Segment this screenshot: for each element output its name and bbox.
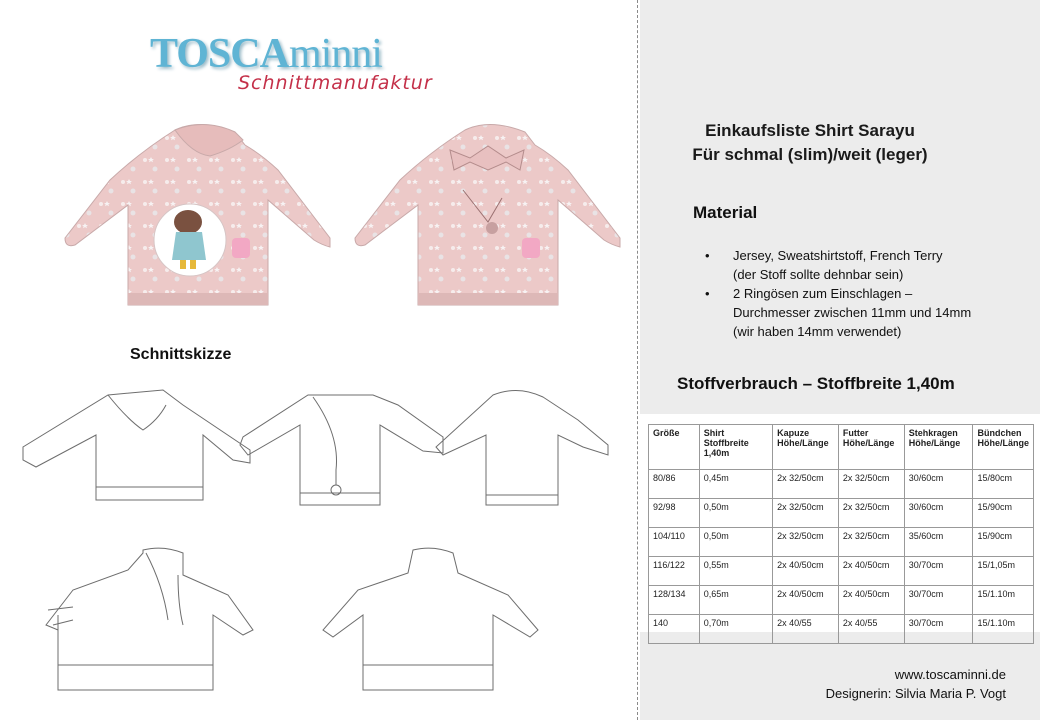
- table-row: [649, 528, 1034, 557]
- table-header-cell: Größe: [649, 425, 700, 470]
- table-cell: 2x 40/55: [838, 615, 904, 644]
- table-cell: 2x 32/50cm: [773, 470, 839, 499]
- table-cell: 2x 32/50cm: [838, 528, 904, 557]
- table-cell: 0,65m: [699, 586, 772, 615]
- table-cell: 30/70cm: [904, 557, 973, 586]
- page-title: Einkaufsliste Shirt Sarayu: [705, 121, 915, 140]
- sketch-front-collar: [46, 548, 253, 690]
- table-cell: 2x 40/50cm: [773, 557, 839, 586]
- table-cell: 2x 32/50cm: [838, 470, 904, 499]
- table-cell: 2x 40/50cm: [773, 586, 839, 615]
- table-cell: 0,50m: [699, 499, 772, 528]
- material-list: [705, 246, 1025, 341]
- table-row: [649, 557, 1034, 586]
- table-cell: 0,50m: [699, 528, 772, 557]
- table-row: [649, 586, 1034, 615]
- back-shirt-photo: [355, 124, 620, 305]
- table-cell: 2x 32/50cm: [773, 499, 839, 528]
- table-cell: 15/80cm: [973, 470, 1034, 499]
- table-header-cell: Kapuze Höhe/Länge: [773, 425, 839, 470]
- table-cell: 92/98: [649, 499, 700, 528]
- table-cell: 2x 40/55: [773, 615, 839, 644]
- logo-subtitle: Schnittmanufaktur: [238, 72, 433, 94]
- page-subtitle: Für schmal (slim)/weit (leger): [692, 145, 928, 164]
- table-header-cell: Shirt Stoffbreite 1,40m: [699, 425, 772, 470]
- sketch-label: Schnittskizze: [130, 346, 232, 363]
- table-cell: 116/122: [649, 557, 700, 586]
- table-header-cell: Stehkragen Höhe/Länge: [904, 425, 973, 470]
- shirt-illustrations: [30, 110, 630, 325]
- table-cell: 0,45m: [699, 470, 772, 499]
- table-header-row: [649, 425, 1034, 470]
- sketch-back-hood: [240, 395, 443, 505]
- table-cell: 2x 32/50cm: [838, 499, 904, 528]
- table-cell: 80/86: [649, 470, 700, 499]
- table-cell: 2x 40/50cm: [838, 557, 904, 586]
- logo-brand: TOSCAminni: [150, 31, 382, 77]
- table-cell: 0,55m: [699, 557, 772, 586]
- fabric-heading: Stoffverbrauch – Stoffbreite 1,40m: [677, 374, 955, 393]
- technical-sketches: [18, 375, 630, 695]
- table-cell: 104/110: [649, 528, 700, 557]
- front-shirt-photo: [65, 124, 330, 305]
- table-cell: 30/60cm: [904, 470, 973, 499]
- table-cell: 128/134: [649, 586, 700, 615]
- material-item: • 2 Ringösen zum Einschlagen – Durchmesser zwischen 11mm und 14mm (wir haben 14mm verwendet): [705, 284, 1025, 341]
- table-cell: 30/70cm: [904, 615, 973, 644]
- material-item: • Jersey, Sweatshirtstoff, French Terry (der Stoff sollte dehnbar sein): [705, 246, 1025, 284]
- table-cell: 30/60cm: [904, 499, 973, 528]
- table-row: [649, 470, 1034, 499]
- sketch-back-collar: [323, 548, 538, 690]
- table-header-cell: Futter Höhe/Länge: [838, 425, 904, 470]
- table-header-cell: Bündchen Höhe/Länge: [973, 425, 1034, 470]
- footer-website: www.toscaminni.de: [894, 667, 1006, 682]
- table-cell: 0,70m: [699, 615, 772, 644]
- table-cell: 2x 32/50cm: [773, 528, 839, 557]
- page-divider: [637, 0, 638, 720]
- table-row: [649, 499, 1034, 528]
- sketch-slim-hood: [436, 390, 608, 505]
- table-cell: 35/60cm: [904, 528, 973, 557]
- table-cell: 15/1.10m: [973, 586, 1034, 615]
- fabric-table: [648, 424, 1034, 644]
- sketch-front-hood: [23, 390, 250, 500]
- table-cell: 15/1.10m: [973, 615, 1034, 644]
- table-cell: 30/70cm: [904, 586, 973, 615]
- table-cell: 15/90cm: [973, 499, 1034, 528]
- material-heading: Material: [693, 203, 758, 222]
- table-cell: 15/90cm: [973, 528, 1034, 557]
- table-cell: 2x 40/50cm: [838, 586, 904, 615]
- table-cell: 15/1,05m: [973, 557, 1034, 586]
- table-row: [649, 615, 1034, 644]
- table-cell: 140: [649, 615, 700, 644]
- footer-designer: Designerin: Silvia Maria P. Vogt: [825, 686, 1006, 701]
